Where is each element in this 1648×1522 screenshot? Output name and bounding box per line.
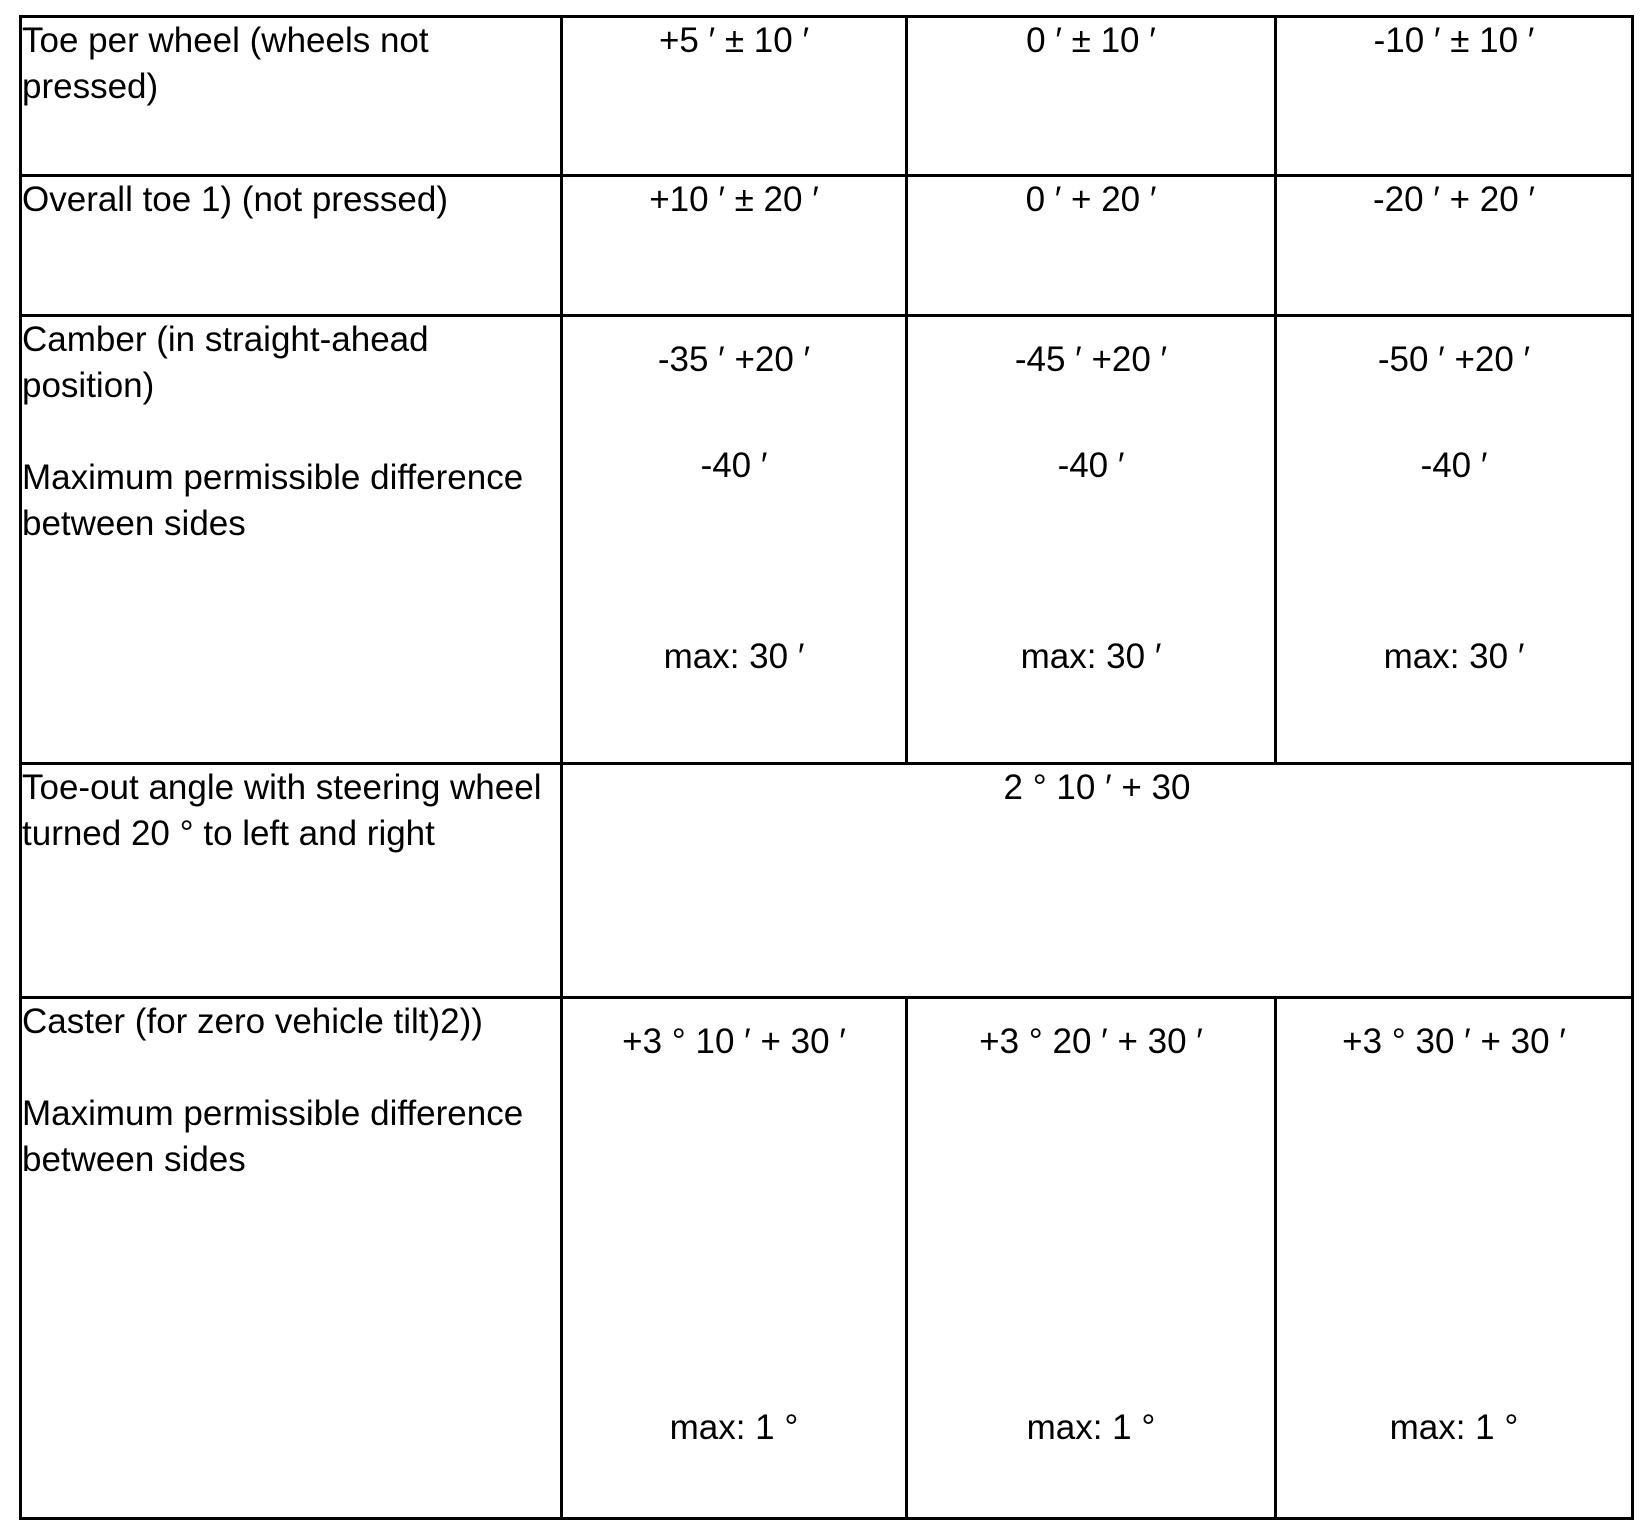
merged-value-cell: 2 ° 10 ′ + 30 [562,764,1633,998]
row-label: Overall toe 1) (not pressed) [22,180,449,219]
table-row-toe-out-angle [21,764,1633,998]
row-label-cell [21,17,562,176]
value-cell: 0 ′ ± 10 ′ [907,17,1276,176]
camber-nominal: -40 ′ [1420,446,1488,485]
row-label-cell [21,316,562,764]
caster-range: +3 ° 30 ′ + 30 ′ [1342,1022,1566,1061]
camber-nominal: -40 ′ [1057,446,1125,485]
table-row-toe-per-wheel [21,17,1633,176]
row-sublabel: Maximum permissible difference between sides [22,1094,524,1179]
row-label-cell [21,998,562,1519]
value-cell [1276,316,1633,764]
value-cell [1276,998,1633,1519]
value-cell: 0 ′ + 20 ′ [907,176,1276,316]
row-label: Caster (for zero vehicle tilt)2)) [22,1002,483,1041]
row-sublabel: Maximum permissible difference between sides [22,458,524,543]
camber-range: -50 ′ +20 ′ [1377,340,1531,379]
row-label-cell [21,764,562,998]
table-row-caster [21,998,1633,1519]
table-row-camber [21,316,1633,764]
camber-range: -45 ′ +20 ′ [1014,340,1168,379]
camber-max-difference: max: 30 ′ [663,637,805,676]
value-cell [907,316,1276,764]
value-cell: -20 ′ + 20 ′ [1276,176,1633,316]
value-cell [562,316,907,764]
row-label: Camber (in straight-ahead position) [22,320,429,405]
camber-nominal: -40 ′ [700,446,768,485]
table-row-overall-toe [21,176,1633,316]
caster-range: +3 ° 20 ′ + 30 ′ [979,1022,1203,1061]
row-label-cell [21,176,562,316]
camber-max-difference: max: 30 ′ [1020,637,1162,676]
caster-max-difference: max: 1 ° [1389,1408,1519,1447]
caster-max-difference: max: 1 ° [669,1408,799,1447]
camber-max-difference: max: 30 ′ [1383,637,1525,676]
value-cell [907,998,1276,1519]
row-label: Toe-out angle with steering wheel turned 20 ° to left and right [22,768,542,853]
value-cell: -10 ′ ± 10 ′ [1276,17,1633,176]
value-cell: +5 ′ ± 10 ′ [562,17,907,176]
row-label: Toe per wheel (wheels not pressed) [22,21,429,106]
caster-range: +3 ° 10 ′ + 30 ′ [622,1022,846,1061]
caster-max-difference: max: 1 ° [1026,1408,1156,1447]
camber-range: -35 ′ +20 ′ [657,340,811,379]
value-cell: +10 ′ ± 20 ′ [562,176,907,316]
wheel-alignment-table [19,15,1634,1520]
value-cell [562,998,907,1519]
